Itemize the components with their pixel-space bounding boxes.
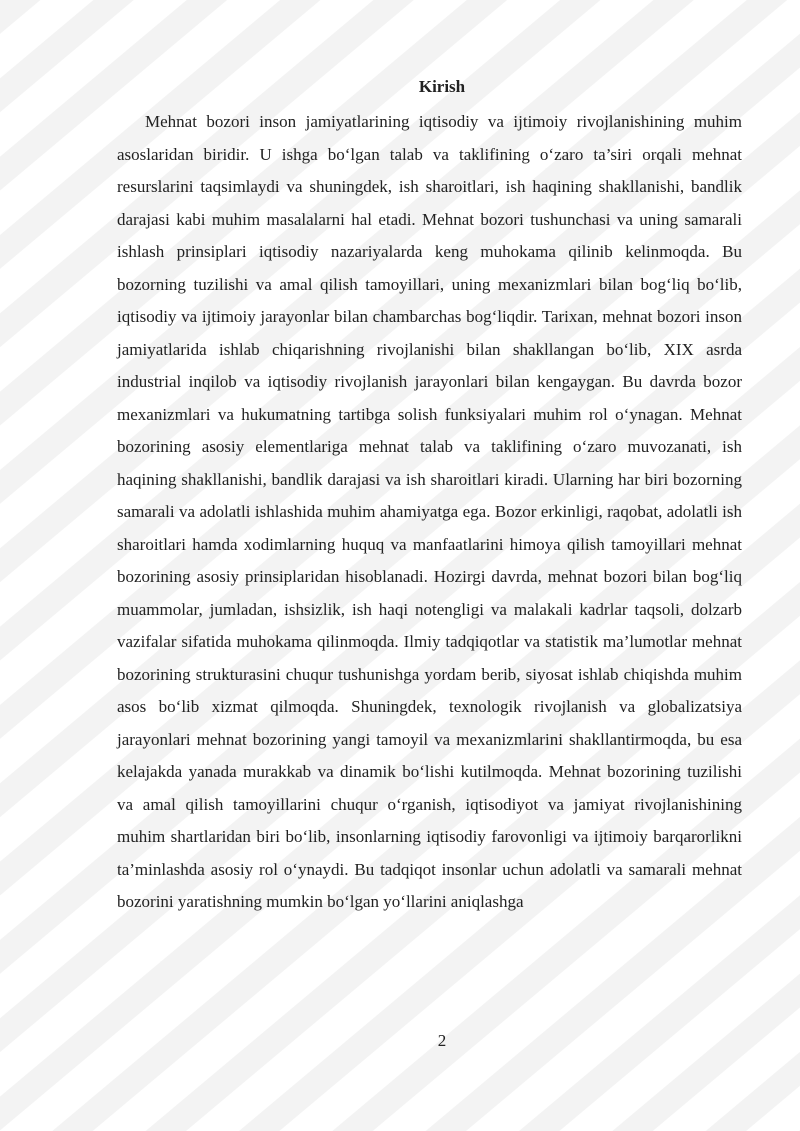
body-paragraph: Mehnat bozori inson jamiyatlarining iqtisodiy va ijtimoiy rivojlanishining muhim asoslaridan biridir. U ishga bo‘lgan talab va taklifining o‘zaro ta’siri orqali mehnat resurslarini taqsimlaydi va shuningdek, ish sharoitlari, ish haqining shakllanishi, bandlik darajasi kabi muhim masalalarni hal etadi. Mehnat bozori tushunchasi va uning samarali ishlash prinsiplari iqtisodiy nazariyalarda keng muhokama qilinib kelinmoqda. Bu bozorning tuzilishi va amal qilish tamoyillari, uning mexanizmlari bilan bog‘liq bo‘lib, iqtisodiy va ijtimoiy jarayonlar bilan chambarchas bog‘liqdir. Tarixan, mehnat bozori inson jamiyatlarida ishlab chiqarishning rivojlanishi bilan shakllangan bo‘lib, XIX asrda industrial inqilob va iqtisodiy rivojlanish jarayonlari bilan kengaygan. Bu davrda bozor mexanizmlari va hukumatning tartibga solish funksiyalari muhim rol o‘ynagan. Mehnat bozorining asosiy elementlariga mehnat talab va taklifining o‘zaro muvozanati, ish haqining shakllanishi, bandlik darajasi va ish sharoitlari kiradi. Ularning har biri bozorning samarali va adolatli ishlashida muhim ahamiyatga ega. Bozor erkinligi, raqobat, adolatli ish sharoitlari hamda xodimlarning huquq va manfaatlarini himoya qilish tamoyillari mehnat bozorining asosiy prinsiplaridan hisoblanadi. Hozirgi davrda, mehnat bozori bilan bog‘liq muammolar, jumladan, ishsizlik, ish haqi notengligi va malakali kadrlar taqsoli, dolzarb vazifalar sifatida muhokama qilinmoqda. Ilmiy tadqiqotlar va statistik ma’lumotlar mehnat bozorining strukturasini chuqur tushunishga yordam berib, siyosat ishlab chiqishda muhim asos bo‘lib xizmat qilmoqda. Shuningdek, texnologik rivojlanish va globalizatsiya jarayonlari mehnat bozorining yangi tamoyil va mexanizmlarini shakllantirmoqda, bu esa kelajakda yanada murakkab va dinamik bo‘lishi kutilmoqda. Mehnat bozorining tuzilishi va amal qilish tamoyillarini chuqur o‘rganish, iqtisodiyot va jamiyat rivojlanishining muhim shartlaridan biri bo‘lib, insonlarning iqtisodiy farovonligi va ijtimoiy barqarorlikni ta’minlashda asosiy rol o‘ynaydi. Bu tadqiqot insonlar uchun adolatli va samarali mehnat bozorini yaratishning mumkin bo‘lgan yo‘llarini aniqlashga <box>117 112 742 911</box>
section-title: Kirish <box>418 77 466 96</box>
page-number: 2 <box>437 1031 447 1050</box>
